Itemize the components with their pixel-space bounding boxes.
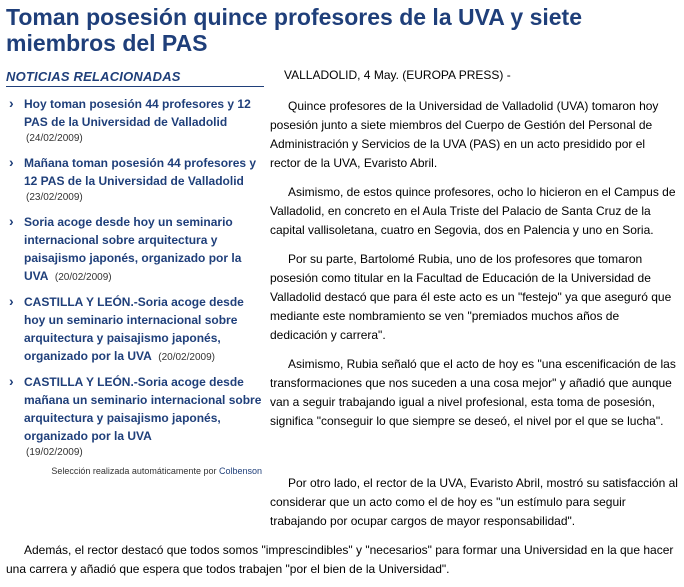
related-news-date: (19/02/2009): [26, 447, 83, 458]
related-news-title: NOTICIAS RELACIONADAS: [6, 69, 264, 87]
related-news-item: [6, 213, 264, 285]
chevron-right-icon: ›: [9, 213, 14, 229]
related-news-link[interactable]: Soria acoge desde hoy un seminario internacional sobre arquitectura y paisajismo japonés, organizado por la UVA: [24, 215, 242, 283]
related-news-date: (24/02/2009): [26, 133, 83, 144]
chevron-right-icon: ›: [9, 293, 14, 309]
related-news-link[interactable]: Hoy toman posesión 44 profesores y 12 PAS de la Universidad de Valladolid: [24, 97, 251, 129]
article-paragraph: Además, el rector destacó que todos somos "imprescindibles" y "necesarios" para formar una Universidad en la que hacer una carrera y añadió que espera que todos trabajen "por el bien de la Universidad".: [6, 543, 674, 576]
chevron-right-icon: ›: [9, 154, 14, 170]
related-news-item: [6, 293, 264, 365]
selection-text: Selección realizada automáticamente por: [51, 466, 217, 476]
related-news-panel: [6, 69, 264, 476]
related-news-list: [6, 95, 264, 460]
related-news-item: [6, 95, 264, 146]
article-paragraph: Asimismo, de estos quince profesores, ocho lo hicieron en el Campus de Valladolid, en concreto en el Aula Triste del Palacio de Santa Cruz de la capital vallisoletana, cuatro en Segovia, dos en Palencia y uno en Soria.: [270, 185, 676, 237]
article-paragraph: Por su parte, Bartolomé Rubia, uno de los profesores que tomaron posesión como titular en la Facultad de Educación de la Universidad de Valladolid destacó que para él este acto es un "festejo" ya que aseguró que mediante este nombramiento se ven "premiados muchos años de dedicación y carrera".: [270, 252, 672, 342]
chevron-right-icon: ›: [9, 95, 14, 111]
related-news-date: (20/02/2009): [158, 352, 215, 363]
article-headline: Toman posesión quince profesores de la UVA y siete miembros del PAS: [6, 4, 582, 56]
related-news-link[interactable]: Mañana toman posesión 44 profesores y 12 PAS de la Universidad de Valladolid: [24, 156, 257, 188]
article-paragraph: Quince profesores de la Universidad de Valladolid (UVA) tomaron hoy posesión junto a siete miembros del Cuerpo de Gestión del Personal de Administración y Servicios de la UVA (PAS) en un acto presidido por el rector de la UVA, Evaristo Abril.: [270, 99, 659, 170]
article-wide-paragraph-block: [6, 541, 680, 579]
article-paragraph: Asimismo, Rubia señaló que el acto de hoy es "una escenificación de las transformaciones que nos suceden a una cosa mejor" y añadió que aunque van a seguir trabajando igual a nivel profesional, esta toma de posesión, significa "conseguir lo que siempre se deseó, el nivel por el que se lucha".: [270, 357, 676, 428]
related-news-item: [6, 373, 264, 460]
related-news-date: (23/02/2009): [26, 192, 83, 203]
article-paragraph: [6, 474, 680, 531]
article-dateline: VALLADOLID, 4 May. (EUROPA PRESS) -: [284, 68, 511, 82]
related-news-link[interactable]: CASTILLA Y LEÓN.-Soria acoge desde hoy un seminario internacional sobre arquitectura y paisajismo japonés, organizado por la UVA: [24, 295, 244, 363]
article-body: [270, 66, 678, 431]
related-news-date: (20/02/2009): [54, 272, 112, 283]
colbenson-link[interactable]: Colbenson: [218, 466, 262, 476]
article-paragraph-text: Por otro lado, el rector de la UVA, Evaristo Abril, mostró su satisfacción al considerar que un acto como el de hoy es "un estímulo para seguir trabajando por ocupar cargos de mayor responsabilidad".: [270, 476, 678, 528]
article-wide-paragraph-block: [6, 474, 680, 531]
chevron-right-icon: ›: [9, 373, 14, 389]
related-news-item: [6, 154, 264, 205]
related-news-link[interactable]: CASTILLA Y LEÓN.-Soria acoge desde mañana un seminario internacional sobre arquitectura y paisajismo japonés, organizado por la UVA: [24, 375, 262, 443]
